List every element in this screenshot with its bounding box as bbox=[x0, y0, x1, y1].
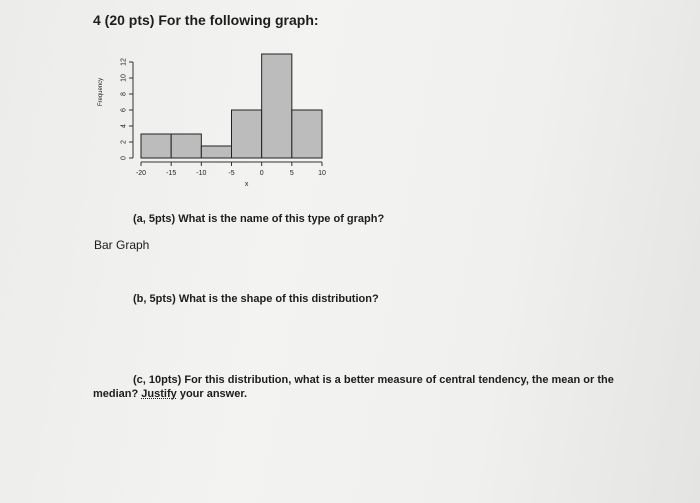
x-axis-label: x bbox=[244, 181, 249, 188]
x-tick-label-2: -10 bbox=[196, 170, 207, 177]
question-title: 4 (20 pts) For the following graph: bbox=[93, 12, 319, 28]
histogram-svg bbox=[90, 38, 340, 198]
part-c-median-text: median? bbox=[93, 388, 142, 400]
y-tick-label-6: 12 bbox=[120, 58, 128, 66]
histogram-bar-2 bbox=[201, 146, 231, 158]
part-c-answer-text: your answer. bbox=[176, 388, 248, 400]
part-a-answer: Bar Graph bbox=[94, 238, 150, 252]
part-c-line-1: (c, 10pts) For this distribution, what is a better measure of central tendency, the mean or the bbox=[133, 374, 614, 386]
histogram-bar-3 bbox=[232, 110, 262, 158]
x-tick-label-4: 0 bbox=[259, 170, 264, 177]
part-a-question: (a, 5pts) What is the name of this type of graph? bbox=[133, 213, 385, 225]
y-axis-label: Frequency bbox=[98, 77, 104, 107]
y-tick-label-1: 2 bbox=[120, 140, 128, 144]
part-c-question bbox=[93, 373, 633, 401]
part-c-justify-text: Justify bbox=[141, 388, 177, 400]
x-tick-label-1: -15 bbox=[166, 170, 177, 177]
histogram-bar-5 bbox=[292, 110, 322, 158]
y-tick-label-2: 4 bbox=[120, 124, 128, 128]
histogram-chart bbox=[90, 38, 340, 198]
x-tick-label-5: 5 bbox=[289, 170, 294, 177]
histogram-bar-1 bbox=[171, 134, 201, 158]
y-tick-label-3: 6 bbox=[120, 108, 128, 112]
x-tick-label-3: -5 bbox=[228, 170, 235, 177]
x-tick-label-0: -20 bbox=[135, 170, 147, 177]
part-b-question: (b, 5pts) What is the shape of this distribution? bbox=[133, 293, 379, 305]
y-tick-label-0: 0 bbox=[120, 156, 128, 160]
x-tick-label-6: 10 bbox=[318, 170, 326, 177]
y-tick-label-5: 10 bbox=[120, 74, 128, 82]
y-tick-label-4: 8 bbox=[120, 92, 128, 96]
histogram-bar-4 bbox=[262, 54, 292, 158]
part-c-line-2 bbox=[93, 387, 633, 401]
histogram-bar-0 bbox=[141, 134, 171, 158]
